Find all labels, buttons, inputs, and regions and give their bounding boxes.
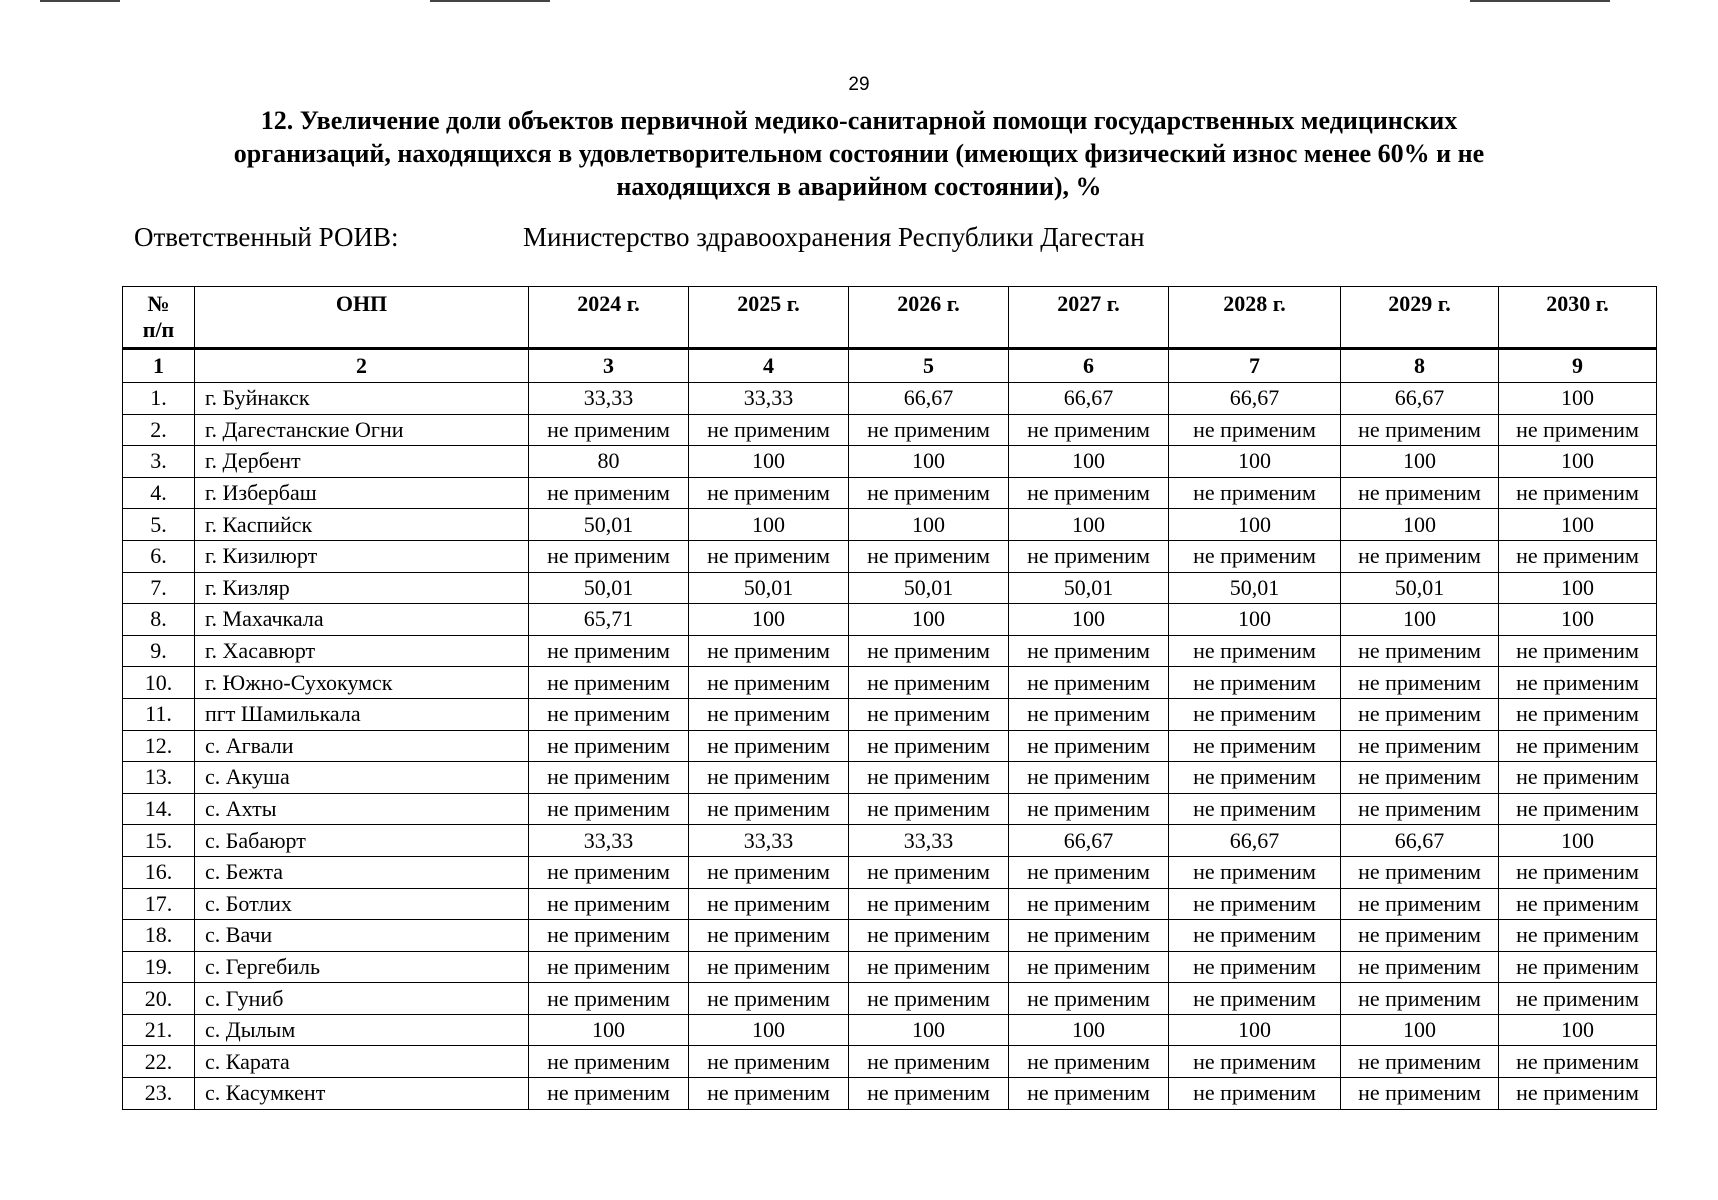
value-cell: не применим (1169, 730, 1341, 762)
value-cell: не применим (849, 920, 1009, 952)
table-row (123, 983, 1657, 1015)
page-number: 29 (848, 74, 870, 95)
value-cell: не применим (689, 762, 849, 794)
value-cell: 100 (1169, 509, 1341, 541)
value-cell: не применим (1009, 920, 1169, 952)
value-cell: 66,67 (1169, 383, 1341, 415)
value-cell: 33,33 (849, 825, 1009, 857)
value-cell: не применим (529, 698, 689, 730)
value-cell: 100 (1499, 604, 1657, 636)
value-cell: не применим (1499, 414, 1657, 446)
value-cell: не применим (1009, 1046, 1169, 1078)
title-line: находящихся в аварийном состоянии), % (616, 172, 1102, 201)
value-cell: не применим (849, 762, 1009, 794)
row-number-cell: 22. (123, 1046, 195, 1078)
value-cell: 100 (1341, 446, 1499, 478)
row-number-cell: 9. (123, 635, 195, 667)
value-cell: не применим (1341, 635, 1499, 667)
row-number-cell: 17. (123, 888, 195, 920)
value-cell: не применим (849, 730, 1009, 762)
row-number-cell: 7. (123, 572, 195, 604)
scan-edge-mark (1470, 0, 1610, 2)
column-number-cell: 7 (1169, 349, 1341, 383)
value-cell: не применим (1499, 762, 1657, 794)
value-cell: 100 (1009, 1014, 1169, 1046)
table-row (123, 414, 1657, 446)
value-cell: не применим (1499, 1046, 1657, 1078)
table-row (123, 509, 1657, 541)
value-cell: не применим (1009, 414, 1169, 446)
value-cell: 100 (849, 509, 1009, 541)
value-cell: 50,01 (1341, 572, 1499, 604)
value-cell: не применим (1169, 635, 1341, 667)
value-cell: не применим (849, 1078, 1009, 1110)
value-cell: 66,67 (1009, 825, 1169, 857)
value-cell: не применим (689, 635, 849, 667)
value-cell: не применим (1169, 540, 1341, 572)
value-cell: не применим (529, 477, 689, 509)
row-number-cell: 20. (123, 983, 195, 1015)
value-cell: не применим (689, 1046, 849, 1078)
header-cell: 2028 г. (1169, 287, 1341, 349)
scan-edge-mark (40, 0, 120, 2)
value-cell: не применим (1341, 951, 1499, 983)
value-cell: не применим (689, 793, 849, 825)
value-cell: не применим (849, 888, 1009, 920)
row-number-cell: 10. (123, 667, 195, 699)
value-cell: не применим (529, 983, 689, 1015)
value-cell: не применим (1499, 667, 1657, 699)
value-cell: 50,01 (1009, 572, 1169, 604)
settlement-name-cell: с. Вачи (195, 920, 529, 952)
column-number-cell: 5 (849, 349, 1009, 383)
value-cell: 100 (689, 509, 849, 541)
value-cell: не применим (1341, 540, 1499, 572)
value-cell: 100 (1341, 509, 1499, 541)
value-cell: 100 (1499, 1014, 1657, 1046)
value-cell: не применим (1009, 540, 1169, 572)
value-cell: не применим (1169, 983, 1341, 1015)
value-cell: 100 (689, 604, 849, 636)
value-cell: не применим (529, 540, 689, 572)
value-cell: не применим (1499, 477, 1657, 509)
settlement-name-cell: с. Акуша (195, 762, 529, 794)
value-cell: не применим (689, 730, 849, 762)
row-number-cell: 11. (123, 698, 195, 730)
value-cell: не применим (689, 477, 849, 509)
row-number-cell: 2. (123, 414, 195, 446)
value-cell: не применим (689, 414, 849, 446)
value-cell: не применим (1341, 414, 1499, 446)
responsible-body-value: Министерство здравоохранения Республики Дагестан (523, 222, 1145, 252)
value-cell: не применим (1499, 698, 1657, 730)
column-number-cell: 4 (689, 349, 849, 383)
value-cell: 100 (689, 1014, 849, 1046)
settlement-name-cell: с. Касумкент (195, 1078, 529, 1110)
table-row (123, 856, 1657, 888)
value-cell: 100 (849, 446, 1009, 478)
value-cell: не применим (1009, 667, 1169, 699)
value-cell: не применим (1499, 793, 1657, 825)
value-cell: 66,67 (1009, 383, 1169, 415)
scan-edge-mark (430, 0, 550, 2)
header-number-line: п/п (142, 317, 175, 342)
value-cell: не применим (1341, 698, 1499, 730)
value-cell: не применим (529, 667, 689, 699)
row-number-cell: 18. (123, 920, 195, 952)
value-cell: не применим (1499, 1078, 1657, 1110)
value-cell: 100 (1341, 1014, 1499, 1046)
value-cell: не применим (1341, 1046, 1499, 1078)
value-cell: не применим (529, 920, 689, 952)
value-cell: не применим (1499, 730, 1657, 762)
value-cell: не применим (1169, 888, 1341, 920)
value-cell: не применим (529, 1078, 689, 1110)
document-title (150, 104, 1568, 203)
table-row (123, 698, 1657, 730)
table-row (123, 1078, 1657, 1110)
value-cell: не применим (1009, 477, 1169, 509)
value-cell: не применим (1341, 1078, 1499, 1110)
value-cell: 33,33 (529, 825, 689, 857)
value-cell: 100 (1009, 604, 1169, 636)
value-cell: 33,33 (689, 825, 849, 857)
value-cell: 100 (849, 1014, 1009, 1046)
row-number-cell: 1. (123, 383, 195, 415)
value-cell: 66,67 (1169, 825, 1341, 857)
value-cell: 100 (529, 1014, 689, 1046)
value-cell: 100 (1169, 604, 1341, 636)
column-number-cell: 2 (195, 349, 529, 383)
responsible-body-label: Ответственный РОИВ: (134, 222, 399, 252)
value-cell: не применим (689, 951, 849, 983)
row-number-cell: 6. (123, 540, 195, 572)
value-cell: не применим (1009, 1078, 1169, 1110)
value-cell: не применим (1499, 856, 1657, 888)
value-cell: не применим (689, 540, 849, 572)
table-row (123, 730, 1657, 762)
value-cell: 33,33 (689, 383, 849, 415)
value-cell: не применим (1499, 540, 1657, 572)
value-cell: не применим (849, 793, 1009, 825)
value-cell: не применим (1499, 951, 1657, 983)
value-cell: не применим (1341, 762, 1499, 794)
value-cell: 50,01 (1169, 572, 1341, 604)
value-cell: 100 (1169, 446, 1341, 478)
value-cell: 66,67 (1341, 383, 1499, 415)
value-cell: не применим (849, 635, 1009, 667)
row-number-cell: 3. (123, 446, 195, 478)
settlement-name-cell: с. Карата (195, 1046, 529, 1078)
indicator-table (122, 286, 1657, 1110)
header-cell-number (123, 287, 195, 349)
value-cell: не применим (529, 951, 689, 983)
table-row (123, 951, 1657, 983)
value-cell: не применим (1341, 793, 1499, 825)
value-cell: не применим (1009, 635, 1169, 667)
value-cell: 100 (1499, 446, 1657, 478)
table-row (123, 635, 1657, 667)
value-cell: не применим (689, 856, 849, 888)
value-cell: не применим (1341, 888, 1499, 920)
table-row (123, 383, 1657, 415)
value-cell: 100 (1499, 825, 1657, 857)
value-cell: не применим (1009, 793, 1169, 825)
value-cell: не применим (849, 698, 1009, 730)
table-row (123, 762, 1657, 794)
table-body (123, 383, 1657, 1110)
value-cell: 66,67 (1341, 825, 1499, 857)
value-cell: не применим (849, 667, 1009, 699)
value-cell: не применим (1499, 983, 1657, 1015)
row-number-cell: 12. (123, 730, 195, 762)
value-cell: не применим (849, 414, 1009, 446)
value-cell: не применим (1169, 920, 1341, 952)
settlement-name-cell: г. Каспийск (195, 509, 529, 541)
value-cell: не применим (849, 1046, 1009, 1078)
value-cell: 66,67 (849, 383, 1009, 415)
value-cell: не применим (1169, 793, 1341, 825)
value-cell: не применим (689, 667, 849, 699)
settlement-name-cell: г. Буйнакск (195, 383, 529, 415)
table-row (123, 540, 1657, 572)
row-number-cell: 23. (123, 1078, 195, 1110)
table-row (123, 477, 1657, 509)
value-cell: не применим (1009, 730, 1169, 762)
value-cell: 100 (1499, 509, 1657, 541)
value-cell: не применим (849, 856, 1009, 888)
value-cell: 100 (1009, 509, 1169, 541)
value-cell: не применим (1341, 983, 1499, 1015)
row-number-cell: 15. (123, 825, 195, 857)
header-number-line: № (147, 291, 170, 316)
value-cell: 100 (1341, 604, 1499, 636)
settlement-name-cell: г. Избербаш (195, 477, 529, 509)
value-cell: не применим (1169, 856, 1341, 888)
table-row (123, 825, 1657, 857)
value-cell: не применим (1009, 856, 1169, 888)
settlement-name-cell: г. Хасавюрт (195, 635, 529, 667)
value-cell: не применим (1341, 667, 1499, 699)
value-cell: 80 (529, 446, 689, 478)
value-cell: не применим (1169, 951, 1341, 983)
table-header-row (123, 287, 1657, 349)
value-cell: не применим (1341, 856, 1499, 888)
column-number-row (123, 349, 1657, 383)
header-cell: 2026 г. (849, 287, 1009, 349)
settlement-name-cell: с. Дылым (195, 1014, 529, 1046)
value-cell: 65,71 (529, 604, 689, 636)
value-cell: не применим (1499, 888, 1657, 920)
table-row (123, 1014, 1657, 1046)
settlement-name-cell: г. Махачкала (195, 604, 529, 636)
value-cell: не применим (1169, 414, 1341, 446)
table-row (123, 572, 1657, 604)
value-cell: 100 (1499, 572, 1657, 604)
column-number-cell: 6 (1009, 349, 1169, 383)
value-cell: не применим (849, 540, 1009, 572)
value-cell: не применим (689, 698, 849, 730)
value-cell: не применим (1169, 1046, 1341, 1078)
value-cell: не применим (849, 983, 1009, 1015)
title-line: организаций, находящихся в удовлетворительном состоянии (имеющих физический износ менее 60% и не (233, 139, 1485, 168)
settlement-name-cell: с. Бабаюрт (195, 825, 529, 857)
value-cell: не применим (1009, 888, 1169, 920)
settlement-name-cell: г. Южно-Сухокумск (195, 667, 529, 699)
value-cell: не применим (1169, 762, 1341, 794)
settlement-name-cell: пгт Шамилькала (195, 698, 529, 730)
title-line: 12. Увеличение доли объектов первичной медико-санитарной помощи государственных медицинских (260, 106, 1458, 135)
header-cell: 2024 г. (529, 287, 689, 349)
table-row (123, 604, 1657, 636)
value-cell: не применим (1341, 920, 1499, 952)
row-number-cell: 5. (123, 509, 195, 541)
value-cell: 50,01 (849, 572, 1009, 604)
settlement-name-cell: с. Агвали (195, 730, 529, 762)
table-row (123, 446, 1657, 478)
value-cell: не применим (1499, 920, 1657, 952)
row-number-cell: 19. (123, 951, 195, 983)
value-cell: не применим (1169, 1078, 1341, 1110)
value-cell: не применим (689, 983, 849, 1015)
header-cell: 2030 г. (1499, 287, 1657, 349)
settlement-name-cell: с. Ботлих (195, 888, 529, 920)
value-cell: не применим (1009, 762, 1169, 794)
table-row (123, 667, 1657, 699)
table-row (123, 1046, 1657, 1078)
header-cell: 2025 г. (689, 287, 849, 349)
value-cell: не применим (849, 951, 1009, 983)
value-cell: не применим (689, 888, 849, 920)
value-cell: не применим (1169, 667, 1341, 699)
column-number-cell: 1 (123, 349, 195, 383)
settlement-name-cell: с. Ахты (195, 793, 529, 825)
value-cell: не применим (529, 414, 689, 446)
value-cell: не применим (529, 888, 689, 920)
value-cell: не применим (1499, 635, 1657, 667)
value-cell: 100 (1169, 1014, 1341, 1046)
value-cell: не применим (1009, 698, 1169, 730)
value-cell: 100 (1499, 383, 1657, 415)
value-cell: 50,01 (689, 572, 849, 604)
row-number-cell: 21. (123, 1014, 195, 1046)
value-cell: не применим (529, 856, 689, 888)
value-cell: не применим (1169, 698, 1341, 730)
value-cell: 100 (1009, 446, 1169, 478)
value-cell: 33,33 (529, 383, 689, 415)
value-cell: не применим (689, 920, 849, 952)
settlement-name-cell: г. Кизилюрт (195, 540, 529, 572)
header-cell: 2027 г. (1009, 287, 1169, 349)
value-cell: не применим (849, 477, 1009, 509)
value-cell: не применим (529, 762, 689, 794)
settlement-name-cell: г. Кизляр (195, 572, 529, 604)
row-number-cell: 13. (123, 762, 195, 794)
value-cell: не применим (529, 1046, 689, 1078)
value-cell: не применим (1341, 477, 1499, 509)
value-cell: не применим (529, 730, 689, 762)
header-cell: 2029 г. (1341, 287, 1499, 349)
table-row (123, 888, 1657, 920)
value-cell: не применим (1169, 477, 1341, 509)
value-cell: 50,01 (529, 572, 689, 604)
header-cell: ОНП (195, 287, 529, 349)
settlement-name-cell: с. Гуниб (195, 983, 529, 1015)
table-row (123, 793, 1657, 825)
value-cell: не применим (1341, 730, 1499, 762)
value-cell: не применим (1009, 983, 1169, 1015)
settlement-name-cell: г. Дербент (195, 446, 529, 478)
value-cell: 100 (689, 446, 849, 478)
row-number-cell: 14. (123, 793, 195, 825)
row-number-cell: 4. (123, 477, 195, 509)
settlement-name-cell: г. Дагестанские Огни (195, 414, 529, 446)
settlement-name-cell: с. Бежта (195, 856, 529, 888)
value-cell: не применим (529, 793, 689, 825)
settlement-name-cell: с. Гергебиль (195, 951, 529, 983)
value-cell: не применим (529, 635, 689, 667)
value-cell: не применим (689, 1078, 849, 1110)
value-cell: 100 (849, 604, 1009, 636)
column-number-cell: 9 (1499, 349, 1657, 383)
value-cell: не применим (1009, 951, 1169, 983)
value-cell: 50,01 (529, 509, 689, 541)
table-row (123, 920, 1657, 952)
column-number-cell: 8 (1341, 349, 1499, 383)
column-number-cell: 3 (529, 349, 689, 383)
row-number-cell: 8. (123, 604, 195, 636)
row-number-cell: 16. (123, 856, 195, 888)
